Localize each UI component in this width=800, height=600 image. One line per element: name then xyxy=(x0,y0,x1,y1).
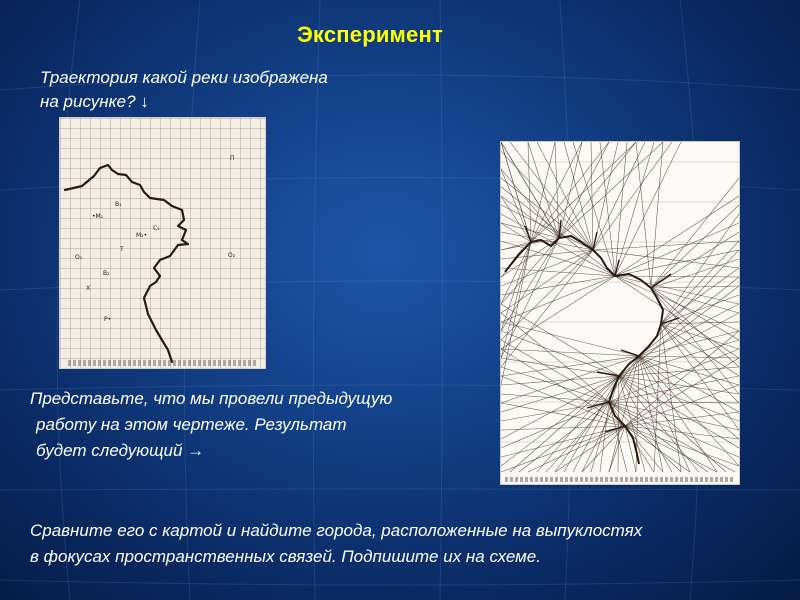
ray-line xyxy=(501,331,619,376)
river-map-figure xyxy=(60,118,265,368)
ray-line xyxy=(615,223,739,276)
imagine-line-2: работу на этом чертеже. Результат xyxy=(36,415,347,434)
ray-line xyxy=(619,376,672,472)
ray-line xyxy=(609,402,681,472)
map-label-p: П xyxy=(230,155,235,162)
map-label-o2: О₂ xyxy=(228,252,236,259)
map-label-t: Т xyxy=(120,246,124,253)
ray-line xyxy=(651,259,739,288)
ray-line xyxy=(615,196,739,276)
ray-line xyxy=(564,142,593,250)
ray-line xyxy=(661,324,739,430)
ray-line xyxy=(501,313,609,402)
ray-line xyxy=(501,426,625,457)
ray-line xyxy=(531,142,582,242)
map-label-r: Р• xyxy=(104,316,112,323)
ray-line xyxy=(501,376,619,385)
ray-line xyxy=(537,376,619,472)
slide-title: Эксперимент xyxy=(297,22,443,47)
ray-line xyxy=(651,288,739,394)
ray-line xyxy=(555,142,559,238)
ray-line xyxy=(501,250,593,340)
ray-line xyxy=(639,356,739,412)
ray-line xyxy=(619,286,739,376)
compare-line-2: в фокусах пространственных связей. Подпишите их на схеме. xyxy=(30,547,541,566)
ray-line xyxy=(661,322,739,324)
ray-diagram xyxy=(501,142,739,484)
ray-line xyxy=(501,238,559,331)
question-text xyxy=(40,66,460,114)
compare-text xyxy=(30,518,800,570)
ray-line xyxy=(531,142,609,242)
ray-line xyxy=(501,276,615,322)
question-line-1: Траектория какой реки изображена xyxy=(40,68,328,87)
ray-line xyxy=(555,426,625,472)
ray-line xyxy=(661,324,739,349)
ray-line xyxy=(661,241,739,324)
ray-diagram-caption xyxy=(505,477,735,482)
ray-line xyxy=(510,142,593,250)
ray-line xyxy=(501,349,639,356)
compare-line-1: Сравните его с картой и найдите города, расположенные на выпуклостях xyxy=(30,521,643,540)
ray-line xyxy=(609,376,739,402)
map-caption xyxy=(68,360,258,366)
ray-line xyxy=(501,340,609,402)
ray-line xyxy=(501,242,531,304)
ray-line xyxy=(501,356,639,376)
ray-line xyxy=(501,426,625,430)
ray-line xyxy=(582,426,625,472)
ray-line xyxy=(501,242,531,331)
ray-line xyxy=(619,313,739,376)
ray-line xyxy=(501,187,615,276)
map-label-o1: О₁ xyxy=(75,254,83,261)
imagine-line-3: будет следующий → xyxy=(36,441,205,460)
imagine-line-1: Представьте, что мы провели предыдущую xyxy=(30,389,393,408)
ray-diagram-figure xyxy=(501,142,739,484)
ray-line xyxy=(501,426,625,472)
ray-line xyxy=(618,376,619,472)
ray-line xyxy=(510,376,619,472)
ray-line xyxy=(625,426,739,466)
map-label-m1: •М₁ xyxy=(92,213,104,220)
map-label-x: Х xyxy=(86,285,91,292)
ray-line xyxy=(501,242,531,385)
map-label-s1: С₁ xyxy=(153,225,160,232)
ray-line xyxy=(651,288,739,313)
ray-line xyxy=(501,276,615,349)
ray-line xyxy=(528,142,531,242)
ray-line xyxy=(619,367,739,376)
imagine-text xyxy=(30,386,500,464)
map-label-m2: М₂• xyxy=(136,232,148,239)
ray-line xyxy=(625,426,739,439)
ray-line xyxy=(531,142,636,242)
ray-line xyxy=(501,304,619,376)
ray-line xyxy=(501,223,531,242)
ray-line xyxy=(501,214,615,276)
map-label-v2: В₂ xyxy=(103,270,110,277)
ray-line xyxy=(615,250,739,276)
ray-line xyxy=(593,241,739,250)
ray-line xyxy=(651,205,739,288)
ray-line xyxy=(501,241,615,276)
map-label-v1: В₁ xyxy=(115,201,122,208)
ray-line xyxy=(501,402,609,421)
question-line-2: на рисунке? ↓ xyxy=(40,92,149,111)
